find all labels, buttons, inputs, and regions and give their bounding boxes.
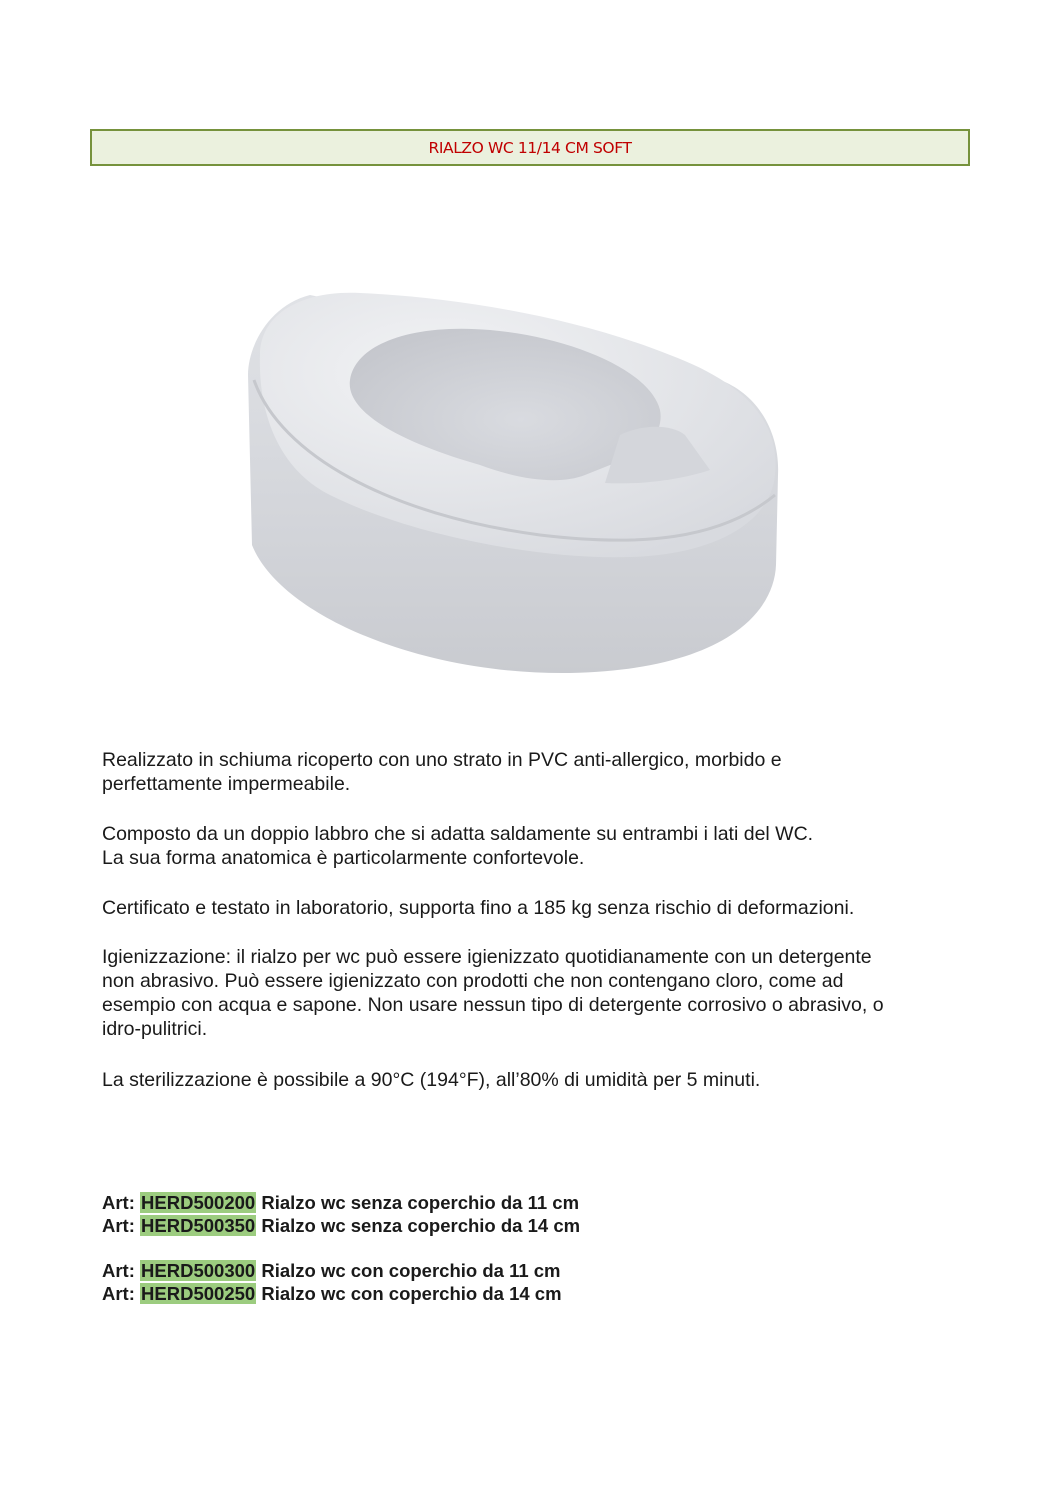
text-line: idro-pulitrici. <box>102 1018 208 1040</box>
article-code: HERD500250 <box>141 1283 256 1304</box>
text-line: Composto da un doppio labbro che si adatta saldamente su entrambi i lati del WC. <box>102 823 814 845</box>
article-description: Rialzo wc con coperchio da 14 cm <box>261 1283 562 1304</box>
article-code: HERD500350 <box>141 1215 256 1236</box>
article-prefix: Art: <box>102 1215 135 1236</box>
article-line <box>102 1191 579 1214</box>
description-paragraph <box>102 945 982 1041</box>
article-prefix: Art: <box>102 1283 135 1304</box>
article-description: Rialzo wc senza coperchio da 14 cm <box>261 1215 581 1236</box>
page-title: RIALZO WC 11/14 CM SOFT <box>428 138 632 157</box>
article-line <box>102 1214 580 1237</box>
title-box <box>90 129 970 166</box>
text-line: esempio con acqua e sapone. Non usare nessun tipo di detergente corrosivo o abrasivo, o <box>102 994 884 1016</box>
article-description: Rialzo wc senza coperchio da 11 cm <box>261 1192 580 1213</box>
article-code: HERD500200 <box>141 1192 256 1213</box>
product-image <box>240 285 785 675</box>
text-line: Certificato e testato in laboratorio, supporta fino a 185 kg senza rischio di deformazioni. <box>102 897 855 919</box>
text-line: perfettamente impermeabile. <box>102 773 351 795</box>
description-paragraph <box>102 748 982 796</box>
description-paragraph <box>102 1068 982 1092</box>
text-line: La sua forma anatomica è particolarmente confortevole. <box>102 847 585 869</box>
description-paragraph <box>102 896 982 920</box>
article-line <box>102 1282 562 1305</box>
article-prefix: Art: <box>102 1192 135 1213</box>
text-line: Realizzato in schiuma ricoperto con uno strato in PVC anti-allergico, morbido e <box>102 749 782 771</box>
text-line: non abrasivo. Può essere igienizzato con prodotti che non contengano cloro, come ad <box>102 970 844 992</box>
description-paragraph <box>102 822 982 870</box>
article-prefix: Art: <box>102 1260 135 1281</box>
article-code: HERD500300 <box>141 1260 256 1281</box>
article-description: Rialzo wc con coperchio da 11 cm <box>261 1260 561 1281</box>
article-line <box>102 1259 561 1282</box>
text-line: Igienizzazione: il rialzo per wc può essere igienizzato quotidianamente con un detergente <box>102 946 872 968</box>
text-line: La sterilizzazione è possibile a 90°C (194°F), all’80% di umidità per 5 minuti. <box>102 1069 761 1091</box>
